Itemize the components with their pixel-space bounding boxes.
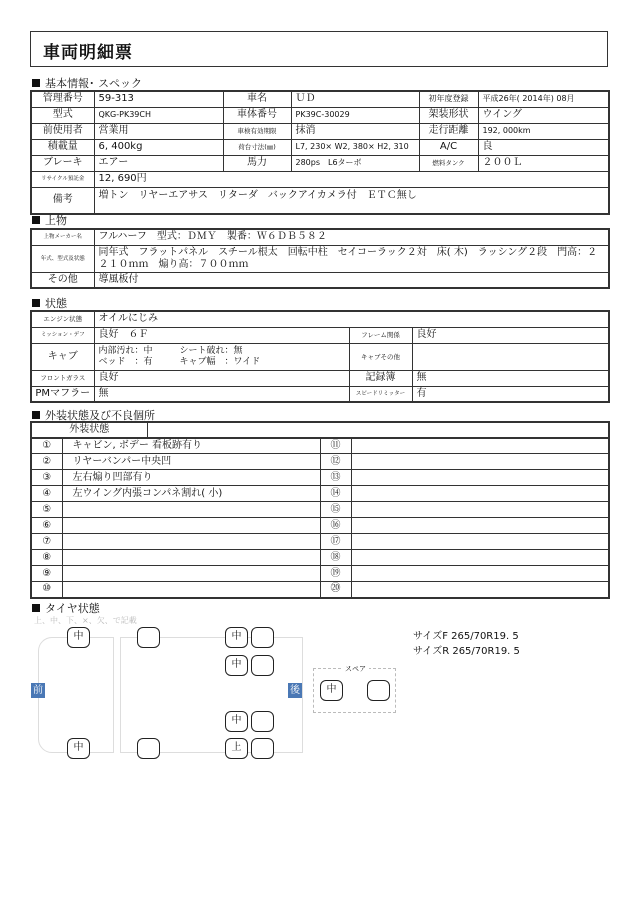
table-row <box>31 422 609 438</box>
label-frame: フレーム関係 <box>349 327 412 343</box>
label-body-maker: 上物メーカー名 <box>31 229 94 245</box>
label-notes: 備考 <box>31 187 94 214</box>
item-text <box>351 534 609 550</box>
value-car-name: ＵＤ <box>291 91 419 107</box>
spare-label: スペア <box>342 664 369 674</box>
body-table <box>30 228 610 289</box>
item-text <box>351 486 609 502</box>
label-pm-muffler: PMマフラー <box>31 386 94 402</box>
exterior-header-blank <box>147 422 609 438</box>
item-number: ⑰ <box>320 534 351 550</box>
tire-mid-right[interactable] <box>137 738 160 759</box>
item-number: ⑭ <box>320 486 351 502</box>
value-inspection-expiry: 抹消 <box>291 123 419 139</box>
tire-hint: 上、中、下、×、欠、で記載 <box>34 616 137 625</box>
body-outline <box>120 637 303 753</box>
value-chassis-no: PK39C-30029 <box>291 107 419 123</box>
value-body-maker: フルハーフ 型式：ＤＭＹ 製番：Ｗ６ＤＢ５８２ <box>94 229 609 245</box>
tire-spare-2[interactable] <box>367 680 390 701</box>
item-text <box>62 582 320 598</box>
value-pm-muffler: 無 <box>94 386 349 402</box>
item-text: リヤーバンパー中央凹 <box>62 454 320 470</box>
square-bullet-icon <box>32 411 40 419</box>
item-text <box>62 566 320 582</box>
item-text <box>62 518 320 534</box>
table-row <box>31 582 609 598</box>
item-number: ⑤ <box>31 502 62 518</box>
value-management-no: 59-313 <box>94 91 223 107</box>
section-condition: 状態 <box>32 295 67 311</box>
item-number: ⑮ <box>320 502 351 518</box>
tire-rear-right-1b[interactable] <box>251 711 274 732</box>
tire-rear-left-2b[interactable] <box>251 655 274 676</box>
tire-rear-right-2b[interactable] <box>251 738 274 759</box>
label-management-no: 管理番号 <box>31 91 94 107</box>
item-text <box>351 566 609 582</box>
label-body-other: その他 <box>31 272 94 288</box>
item-number: ① <box>31 438 62 454</box>
label-front-glass: フロントガラス <box>31 370 94 386</box>
item-number: ⑨ <box>31 566 62 582</box>
item-number: ⑳ <box>320 582 351 598</box>
value-previous-user: 営業用 <box>94 123 223 139</box>
value-body-other: 導風板付 <box>94 272 609 288</box>
front-label: 前 <box>33 685 43 696</box>
label-mission: ミッション・デフ <box>31 327 94 343</box>
label-cab: キャブ <box>31 343 94 370</box>
value-horsepower: 280ps L6ターボ <box>291 155 419 171</box>
cab-outline <box>38 637 114 753</box>
title-box <box>30 31 608 67</box>
table-row <box>31 327 609 343</box>
tire-rear-left-1b[interactable] <box>251 627 274 648</box>
item-text <box>62 550 320 566</box>
table-row <box>31 438 609 454</box>
value-front-glass: 良好 <box>94 370 349 386</box>
cab-line-1: 内部汚れ：中 シート破れ：無 <box>98 345 243 356</box>
item-text <box>62 502 320 518</box>
value-record-book: 無 <box>412 370 609 386</box>
table-row <box>31 139 609 155</box>
table-row <box>31 107 609 123</box>
value-recycle-deposit: 12, 690円 <box>94 171 609 187</box>
value-body-type: ウイング <box>478 107 609 123</box>
table-row <box>31 502 609 518</box>
item-number: ⑫ <box>320 454 351 470</box>
item-number: ⑥ <box>31 518 62 534</box>
label-chassis-no: 車体番号 <box>223 107 291 123</box>
square-bullet-icon <box>32 299 40 307</box>
value-model: QKG-PK39CH <box>94 107 223 123</box>
condition-table <box>30 310 610 403</box>
value-bed-dimensions: L7, 230× W2, 380× H2, 310 <box>291 139 419 155</box>
table-row <box>31 518 609 534</box>
item-number: ⑯ <box>320 518 351 534</box>
tire-rear-left-1[interactable]: 中 <box>225 627 248 648</box>
label-bed-dimensions: 荷台寸法(㎜) <box>223 139 291 155</box>
item-text: 左右煽り凹部有り <box>62 470 320 486</box>
tire-size-front: サイズF 265/70R19. 5 <box>413 631 519 642</box>
value-speed-limiter: 有 <box>412 386 609 402</box>
table-row <box>31 171 609 187</box>
value-ac: 良 <box>478 139 609 155</box>
exterior-items-table <box>30 437 610 599</box>
value-frame: 良好 <box>412 327 609 343</box>
label-previous-user: 前使用者 <box>31 123 94 139</box>
label-first-registration: 初年度登録 <box>419 91 478 107</box>
label-model: 型式 <box>31 107 94 123</box>
item-number: ⑱ <box>320 550 351 566</box>
tire-front-right[interactable]: 中 <box>67 738 90 759</box>
item-number: ⑪ <box>320 438 351 454</box>
page-title: 車両明細票 <box>43 43 133 63</box>
item-text: 左ウイング内張コンパネ割れ( 小) <box>62 486 320 502</box>
label-inspection-expiry: 車検有効期限 <box>223 123 291 139</box>
exterior-header: 外装状態 <box>31 422 147 438</box>
section-body: 上物 <box>32 212 67 228</box>
label-speed-limiter: スピードリミッター <box>349 386 412 402</box>
value-brake: エアー <box>94 155 223 171</box>
table-row <box>31 311 609 327</box>
label-body-spec: 年式、型式及状態 <box>31 245 94 272</box>
label-mileage: 走行距離 <box>419 123 478 139</box>
section-basic: 基本情報･ スペック <box>32 75 142 91</box>
section-tires: タイヤ状態 <box>32 600 100 616</box>
item-number: ⑩ <box>31 582 62 598</box>
item-number: ② <box>31 454 62 470</box>
tire-rear-right-1[interactable]: 中 <box>225 711 248 732</box>
item-text <box>351 582 609 598</box>
basic-info-table <box>30 90 610 215</box>
tire-spare-1[interactable]: 中 <box>320 680 343 701</box>
label-load-capacity: 積載量 <box>31 139 94 155</box>
label-car-name: 車名 <box>223 91 291 107</box>
item-text <box>351 550 609 566</box>
tire-rear-right-2[interactable]: 上 <box>225 738 248 759</box>
tire-mid-left[interactable] <box>137 627 160 648</box>
table-row <box>31 550 609 566</box>
item-text <box>351 454 609 470</box>
value-fuel-tank: ２００Ｌ <box>478 155 609 171</box>
item-text: キャビン, ボデー 看板跡有り <box>62 438 320 454</box>
rear-label: 後 <box>290 685 300 696</box>
label-engine: エンジン状態 <box>31 311 94 327</box>
table-row <box>31 91 609 107</box>
item-number: ⑦ <box>31 534 62 550</box>
table-row <box>31 123 609 139</box>
item-number: ⑲ <box>320 566 351 582</box>
item-number: ⑧ <box>31 550 62 566</box>
square-bullet-icon <box>32 604 40 612</box>
tire-front-left[interactable]: 中 <box>67 627 90 648</box>
table-row <box>31 454 609 470</box>
label-record-book: 記録簿 <box>349 370 412 386</box>
table-row <box>31 187 609 214</box>
value-engine: オイルにじみ <box>94 311 609 327</box>
cab-line-2: ベッド ：有 キャブ幅 ：ワイド <box>98 356 261 367</box>
square-bullet-icon <box>32 79 40 87</box>
item-text <box>351 438 609 454</box>
label-body-type: 架装形状 <box>419 107 478 123</box>
item-number: ④ <box>31 486 62 502</box>
table-row <box>31 245 609 272</box>
table-row <box>31 272 609 288</box>
value-cab <box>94 343 349 370</box>
value-mission: 良好 ６Ｆ <box>94 327 349 343</box>
table-row <box>31 229 609 245</box>
value-load-capacity: 6, 400kg <box>94 139 223 155</box>
tire-rear-left-2[interactable]: 中 <box>225 655 248 676</box>
item-number: ③ <box>31 470 62 486</box>
item-text <box>62 534 320 550</box>
label-recycle-deposit: リサイクル預託金 <box>31 171 94 187</box>
item-text <box>351 518 609 534</box>
table-row <box>31 566 609 582</box>
label-fuel-tank: 燃料タンク <box>419 155 478 171</box>
table-row <box>31 343 609 370</box>
table-row <box>31 155 609 171</box>
tire-size-rear: サイズR 265/70R19. 5 <box>413 646 520 657</box>
value-cab-other <box>412 343 609 370</box>
item-text <box>351 470 609 486</box>
table-row <box>31 534 609 550</box>
value-first-registration: 平成26年( 2014年) 08月 <box>478 91 609 107</box>
value-mileage: 192, 000km <box>478 123 609 139</box>
section-exterior: 外装状態及び不良個所 <box>32 407 155 423</box>
table-row <box>31 470 609 486</box>
table-row <box>31 486 609 502</box>
square-bullet-icon <box>32 216 40 224</box>
label-cab-other: キャブその他 <box>349 343 412 370</box>
table-row <box>31 386 609 402</box>
value-notes: 増トン リヤーエアサス リターダ バックアイカメラ付 ＥＴＣ無し <box>94 187 609 214</box>
value-body-spec: 同年式 フラットパネル スチール根太 回転中柱 セイコーラック２対 床( 木) ラッシング２段 門高：２２１０ｍｍ 煽り高：７００ｍｍ <box>94 245 609 272</box>
label-horsepower: 馬力 <box>223 155 291 171</box>
table-row <box>31 370 609 386</box>
label-ac: A/C <box>419 139 478 155</box>
item-number: ⑬ <box>320 470 351 486</box>
label-brake: ブレーキ <box>31 155 94 171</box>
item-text <box>351 502 609 518</box>
